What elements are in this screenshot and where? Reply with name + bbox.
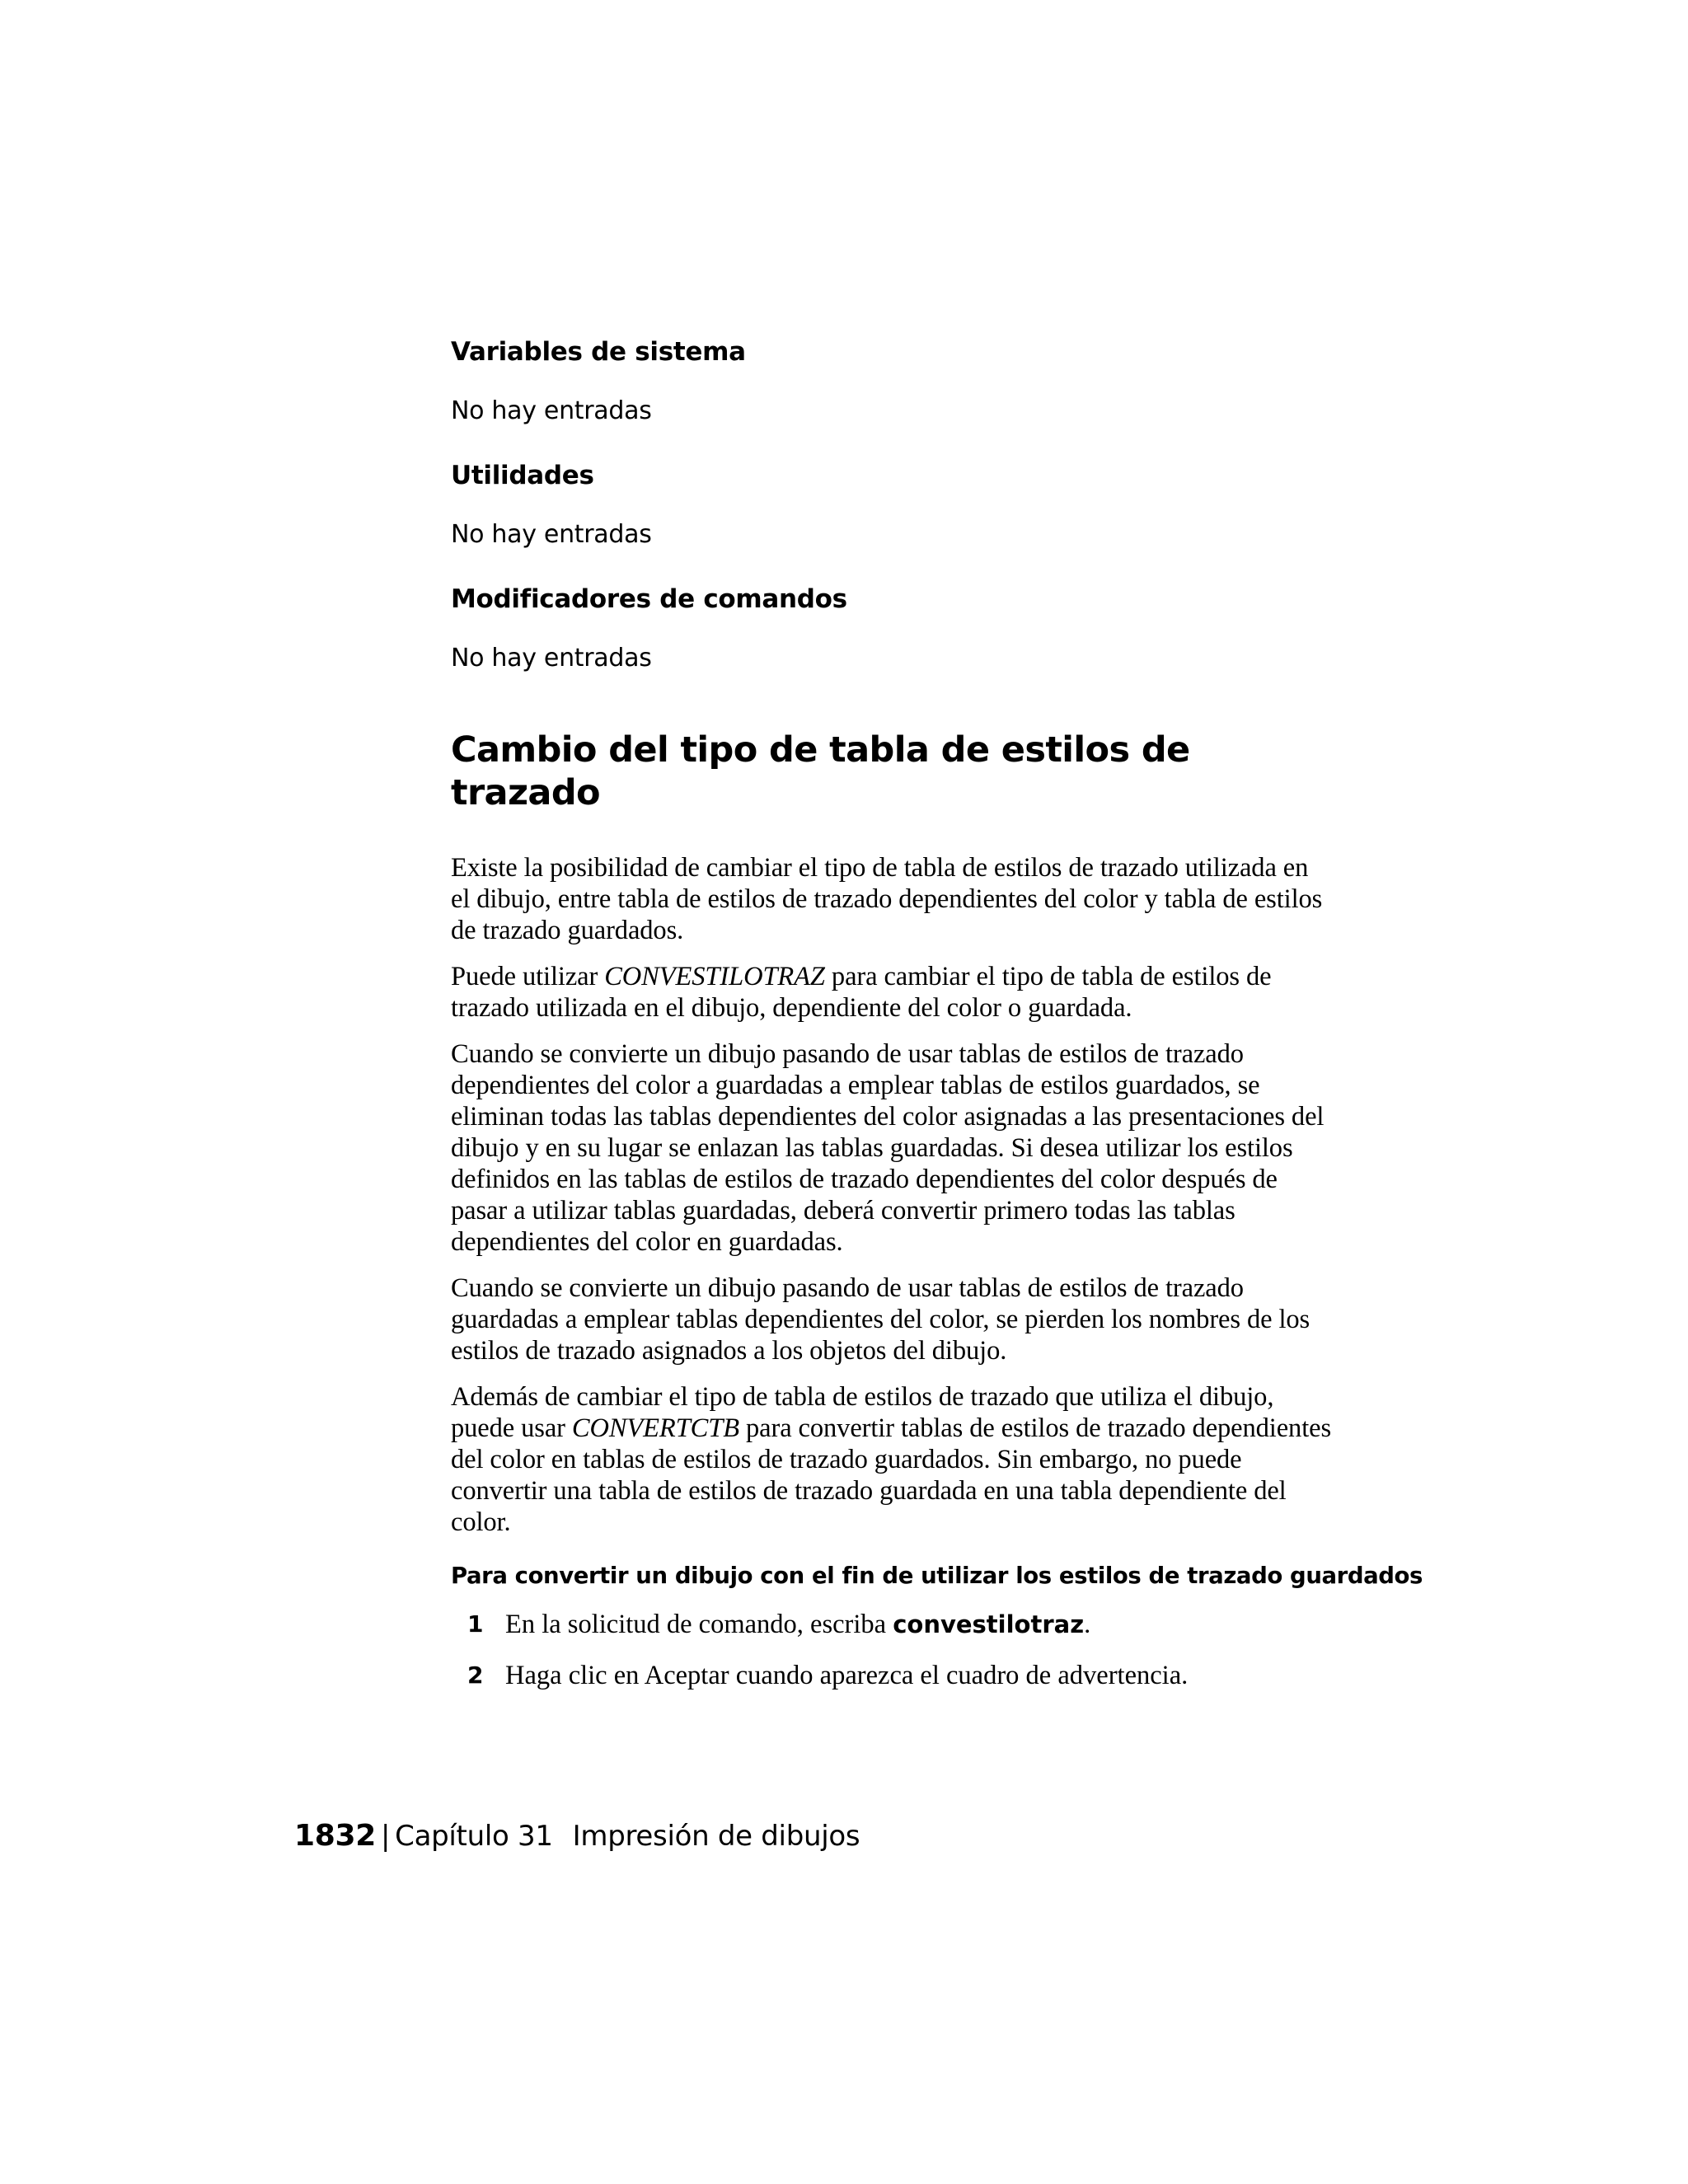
command-name: CONVERTCTB [571, 1413, 739, 1443]
paragraph-convertctb [451, 1381, 1333, 1538]
step-text: Haga clic en Aceptar cuando aparezca el cuadro de advertencia. [505, 1661, 1189, 1690]
procedure-step [451, 1609, 1333, 1640]
paragraph-text: Puede utilizar [451, 962, 605, 991]
paragraph-text: para cambiar el tipo de tabla de estilos de trazado utilizada en el dibujo, dependiente del color o guardada. [451, 962, 1272, 1023]
section-title: Cambio del tipo de tabla de estilos de trazado [451, 729, 1190, 813]
paragraph-intro: Existe la posibilidad de cambiar el tipo de tabla de estilos de trazado utilizada en el dibujo, entre tabla de estilos de trazado dependientes del color y tabla de estilos de trazado guardados. [451, 853, 1323, 945]
page-footer [294, 1818, 860, 1854]
heading-command-modifiers: Modificadores de comandos [451, 584, 847, 614]
paragraph-named-to-color: Cuando se convierte un dibujo pasando de usar tablas de estilos de trazado guardadas a emplear tablas dependientes del color, se pierden los nombres de los estilos de trazado asignados a los objetos del dibujo. [451, 1273, 1311, 1366]
procedure-heading: Para convertir un dibujo con el fin de utilizar los estilos de trazado guardados [451, 1563, 1423, 1589]
footer-separator: | [381, 1820, 391, 1853]
paragraph-text: para convertir tablas de estilos de trazado dependientes del color en tablas de estilos de trazado guardados. Sin embargo, no puede convertir una tabla de estilos de trazado guardada en una tabla dependiente del color. [451, 1413, 1331, 1537]
page-number: 1832 [294, 1819, 376, 1853]
paragraph-convestilotraz [451, 961, 1333, 1024]
step-text: . [1084, 1610, 1091, 1639]
step-number: 1 [467, 1610, 484, 1638]
procedure-step [451, 1660, 1333, 1691]
step-command: convestilotraz [893, 1610, 1085, 1638]
chapter-label: Capítulo 31 [395, 1820, 553, 1853]
chapter-title: Impresión de dibujos [572, 1820, 860, 1853]
step-number: 2 [467, 1661, 484, 1689]
page-content [451, 336, 1423, 1711]
procedure-steps [451, 1609, 1333, 1691]
command-name: CONVESTILOTRAZ [604, 962, 825, 991]
system-variables-entry: No hay entradas [451, 396, 652, 425]
command-modifiers-entry: No hay entradas [451, 644, 652, 673]
step-text: En la solicitud de comando, escriba [505, 1610, 893, 1639]
utilities-entry: No hay entradas [451, 520, 652, 549]
paragraph-text: Además de cambiar el tipo de tabla de estilos de trazado que utiliza el dibujo, puede usar [451, 1382, 1274, 1443]
paragraph-color-to-named: Cuando se convierte un dibujo pasando de usar tablas de estilos de trazado dependientes del color a guardadas a emplear tablas de estilos guardados, se eliminan todas las tablas dependientes del color asignadas a las presentaciones del dibujo y en su lugar se enlazan las tablas guardadas. Si desea utilizar los estilos definidos en las tablas de estilos de trazado dependientes del color después de pasar a utilizar tablas guardadas, deberá convertir primero todas las tablas dependientes del color en guardadas. [451, 1039, 1325, 1257]
heading-system-variables: Variables de sistema [451, 337, 746, 367]
heading-utilities: Utilidades [451, 461, 594, 490]
